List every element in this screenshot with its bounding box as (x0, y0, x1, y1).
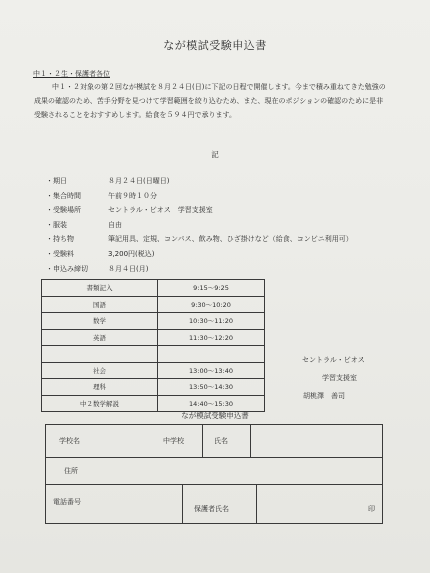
schedule-time: 13:50～14:30 (158, 379, 265, 396)
detail-label: ・受験料 (46, 249, 74, 258)
signature-org: セントラル・ビオス (302, 356, 365, 364)
schedule-subject: 社会 (42, 362, 158, 379)
address-label: 住所 (64, 467, 78, 475)
detail-row (46, 174, 353, 189)
table-row (42, 313, 265, 330)
table-row (42, 379, 265, 396)
table-row (42, 362, 265, 379)
schedule-subject: 英語 (42, 329, 158, 346)
detail-row (46, 262, 353, 277)
form-divider (250, 425, 251, 457)
schedule-time (158, 346, 265, 363)
detail-row (46, 218, 353, 233)
intro-paragraph: 中１・２対象の第２回なが模試を８月２４日(日)に下記の日程で開催します。今まで積み重ねてきた勉強の成果の確認のため、苦手分野を見つけて学習範囲を絞り込むため、また、現在のポジションの確認のために是非受験されることをおすすめします。給食を５９４円で承ります。 (34, 83, 386, 119)
detail-label: ・受験場所 (46, 206, 81, 215)
signature-name: 胡桃澤 善司 (303, 392, 345, 400)
form-divider (202, 425, 203, 457)
school-label: 学校名 (59, 437, 80, 445)
schedule-subject: 中２数学解説 (42, 395, 158, 412)
detail-label: ・申込み締切 (46, 264, 88, 273)
details-list (46, 174, 353, 276)
guardian-label: 保護者氏名 (194, 505, 229, 513)
detail-value: 3,200円(税込) (108, 249, 155, 258)
application-form (45, 424, 383, 524)
form-divider (182, 484, 183, 523)
detail-value: セントラル・ビオス 学習支援室 (108, 206, 213, 215)
audience-line: 中１・２生・保護者各位 (33, 70, 110, 78)
document-title: なが模試受験申込書 (163, 39, 267, 52)
seal-label: 印 (368, 505, 375, 513)
detail-value: ８月２４日(日曜日) (108, 177, 170, 185)
table-row (42, 329, 265, 346)
detail-row (46, 189, 353, 204)
detail-label: ・集合時間 (46, 191, 81, 200)
schedule-subject: 数学 (42, 313, 158, 330)
detail-label: ・期日 (46, 177, 67, 185)
schedule-time: 14:40～15:30 (158, 395, 265, 412)
schedule-time: 10:30～11:20 (158, 313, 265, 330)
detail-label: ・持ち物 (46, 235, 74, 244)
form-title: なが模試受験申込書 (181, 411, 249, 420)
form-divider (46, 484, 382, 485)
schedule-table (41, 279, 265, 412)
detail-row (46, 232, 353, 247)
detail-value: 筆記用具、定規、コンパス、飲み物、ひざ掛けなど（給食、コンビニ利用可） (108, 235, 353, 244)
form-divider (256, 484, 257, 523)
detail-label: ・服装 (46, 220, 67, 229)
detail-row (46, 203, 353, 218)
ki-heading: 記 (211, 150, 219, 159)
schedule-subject: 書類記入 (42, 280, 158, 297)
table-row (42, 346, 265, 363)
detail-value: 午前９時１０分 (108, 191, 157, 200)
signature-dept: 学習支援室 (322, 374, 357, 382)
schedule-time: 13:00～13:40 (158, 362, 265, 379)
phone-label: 電話番号 (53, 498, 81, 506)
schedule-time: 9:30～10:20 (158, 296, 265, 313)
detail-value: ８月４日(月) (108, 264, 149, 273)
schedule-subject: 理科 (42, 379, 158, 396)
table-row (42, 280, 265, 297)
detail-value: 自由 (108, 220, 122, 229)
detail-row (46, 247, 353, 262)
name-label: 氏名 (214, 437, 228, 445)
schedule-time: 9:15～9:25 (158, 280, 265, 297)
table-row (42, 296, 265, 313)
schedule-subject: 国語 (42, 296, 158, 313)
school-suffix: 中学校 (163, 437, 184, 445)
schedule-subject (42, 346, 158, 363)
form-divider (46, 457, 382, 458)
schedule-time: 11:30～12:20 (158, 329, 265, 346)
